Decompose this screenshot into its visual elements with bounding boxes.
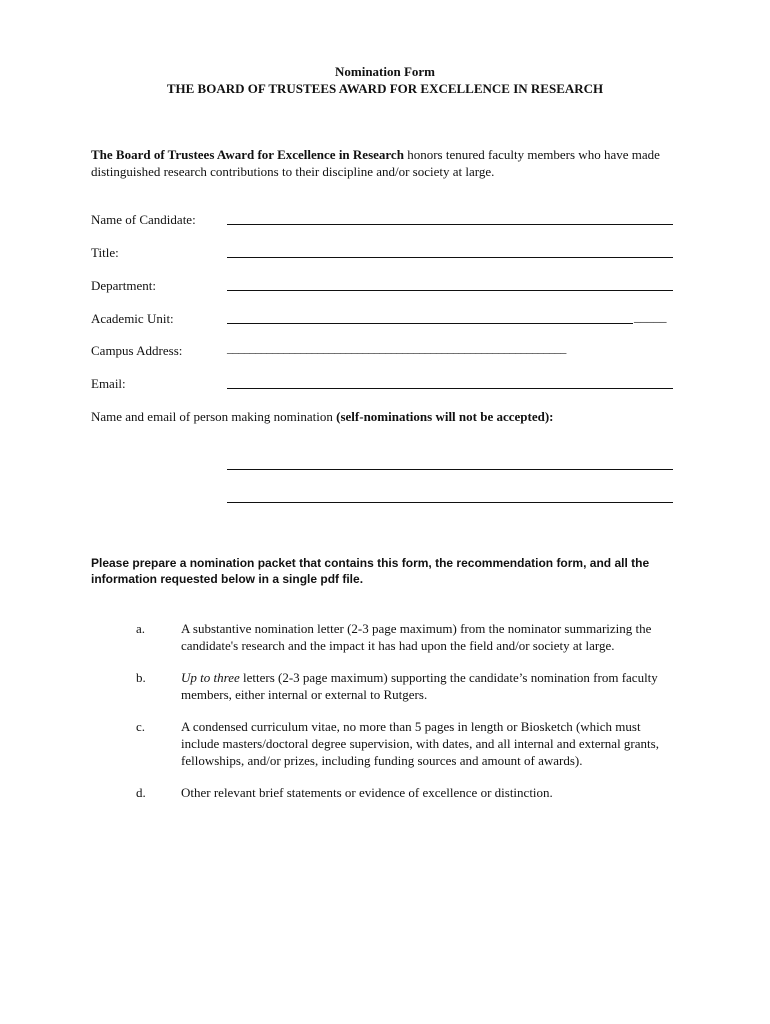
title-label: Title: bbox=[91, 245, 119, 260]
form-title: Nomination Form bbox=[334, 64, 436, 79]
item-d-letter: d. bbox=[136, 785, 146, 800]
award-heading: THE BOARD OF TRUSTEES AWARD FOR EXCELLENCE IN RESEARCH bbox=[166, 81, 604, 96]
item-a-text: A substantive nomination letter (2-3 page maximum) from the nominator summarizing the candidate's research and the impact it has had upon the field and/or society at large. bbox=[181, 621, 652, 653]
intro-description: honors tenured faculty members who have made distinguished research contributions to their discipline and/or society at large. bbox=[91, 147, 660, 179]
email-line[interactable] bbox=[227, 388, 673, 389]
candidate-name-line[interactable] bbox=[227, 224, 673, 225]
nominator-line-2[interactable] bbox=[227, 502, 673, 503]
item-b-letter: b. bbox=[136, 670, 146, 685]
item-b-text bbox=[181, 669, 681, 703]
department-label: Department: bbox=[91, 278, 156, 293]
campus-address-line[interactable]: ____________________________________________________________ bbox=[227, 341, 567, 355]
intro-paragraph bbox=[91, 146, 681, 180]
item-a-letter: a. bbox=[136, 621, 146, 636]
department-line[interactable] bbox=[227, 290, 673, 291]
email-label: Email: bbox=[91, 376, 126, 391]
candidate-name-label: Name of Candidate: bbox=[91, 212, 196, 227]
title-line[interactable] bbox=[227, 257, 673, 258]
campus-address-label: Campus Address: bbox=[91, 343, 183, 358]
academic-unit-suffix-line: _____ bbox=[634, 309, 667, 324]
item-d-text: Other relevant brief statements or evidence of excellence or distinction. bbox=[181, 785, 553, 800]
item-c-text: A condensed curriculum vitae, no more than 5 pages in length or Biosketch (which must include masters/doctoral degree supervision, with dates, and all internal and external grants, fellowships, and/or prizes, including funding sources and amount of awards). bbox=[181, 719, 659, 768]
item-b-emphasis: Up to three bbox=[181, 670, 240, 685]
nominator-prompt-note: (self-nominations will not be accepted): bbox=[336, 409, 554, 424]
academic-unit-label: Academic Unit: bbox=[91, 311, 174, 326]
packet-instructions: Please prepare a nomination packet that contains this form, the recommendation form, and all the information requested below in a single pdf file. bbox=[91, 556, 650, 586]
item-c-letter: c. bbox=[136, 719, 146, 734]
nominator-line-1[interactable] bbox=[227, 469, 673, 470]
academic-unit-line[interactable] bbox=[227, 323, 633, 324]
intro-award-name: The Board of Trustees Award for Excellence in Research bbox=[91, 147, 404, 162]
nominator-prompt bbox=[91, 408, 554, 425]
nominator-prompt-text: Name and email of person making nomination bbox=[91, 409, 337, 424]
item-b-body: letters (2-3 page maximum) supporting the candidate’s nomination from faculty members, either internal or external to Rutgers. bbox=[181, 670, 658, 702]
